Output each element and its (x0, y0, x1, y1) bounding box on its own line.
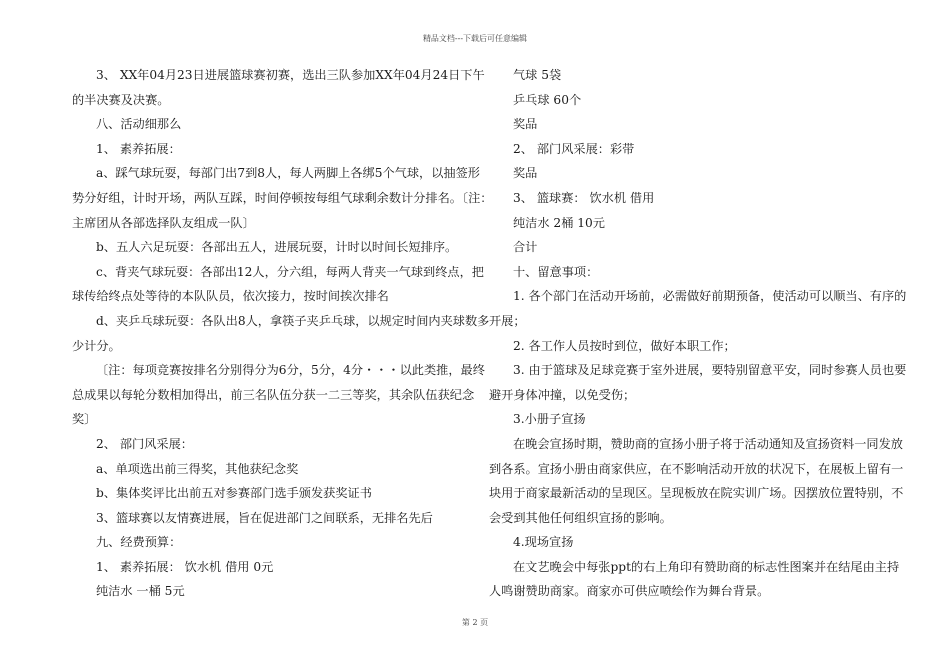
text-line: 开展； (489, 313, 526, 328)
text-line: d、夹乒乓球玩耍：各队出8人，拿筷子夹乒乓球，以规定时间内夹球数多 (96, 313, 490, 328)
text-line: 2、 部门风采展： (96, 436, 193, 451)
text-line: c、背夹气球玩耍：各部出12人，分六组，每两人背夹一气球到终点，把 (96, 264, 484, 279)
text-line: 奖品 (513, 166, 538, 181)
text-line: 3. 由于篮球及足球竞赛于室外进展，要特别留意平安，同时参赛人员也要 (513, 363, 907, 378)
text-line: 的半决赛及决赛。 (72, 92, 170, 107)
text-line: 乒乓球 60个 (513, 92, 582, 107)
text-line: 纯洁水 一桶 5元 (96, 584, 185, 599)
text-line: a、踩气球玩耍，每部门出7到8人，每人两脚上各绑5个气球，以抽签形 (96, 166, 480, 181)
text-line: b、集体奖评比出前五对参赛部门选手颁发获奖证书 (96, 486, 372, 501)
text-line: 2. 各工作人员按时到位，做好本职工作； (513, 338, 736, 353)
text-line: 人鸣谢赞助商家。商家亦可供应喷绘作为舞台背景。 (489, 584, 770, 599)
text-line: 主席团从各部选择队友组成一队〕 (72, 215, 255, 230)
text-line: 4.现场宣扬 (513, 535, 574, 550)
text-line: 1、 素养拓展： (96, 141, 181, 156)
text-line: 八、活动细那么 (96, 117, 182, 132)
text-line: 十、留意事项： (513, 264, 599, 279)
text-line: 1. 各个部门在活动开场前，必需做好前期预备，使活动可以顺当、有序的 (513, 289, 907, 304)
text-line: 奖〕 (72, 412, 97, 427)
text-line: 九、经费预算： (96, 535, 182, 550)
text-line: 会受到其他任何组织宣扬的影响。 (489, 510, 672, 525)
text-line: 1、 素养拓展： 饮水机 借用 0元 (96, 559, 274, 574)
text-line: 避开身体冲撞，以免受伤； (489, 387, 636, 402)
text-line: 奖品 (513, 117, 538, 132)
text-line: 合计 (513, 240, 538, 255)
text-line: 在文艺晚会中每张ppt的右上角印有赞助商的标志性图案并在结尾由主持 (513, 559, 900, 574)
text-line: 3、 XX年04月23日进展篮球赛初赛，选出三队参加XX年04月24日下午 (96, 68, 485, 82)
text-line: 球传给终点处等待的本队队员，依次接力，按时间挨次排名 (72, 289, 389, 304)
text-line: b、五人六足玩耍：各部出五人，进展玩耍，计时以时间长短排序。 (96, 240, 458, 255)
text-line: 少计分。 (72, 338, 121, 353)
text-line: 〔注：每项竞赛按排名分别得分为6分，5分，4分・・・以此类推，最终 (96, 363, 485, 378)
text-line: 气球 5袋 (513, 68, 562, 82)
text-line: 2、 部门风采展：彩带 (513, 141, 635, 156)
text-line: 势分好组，计时开场，两队互踩，时间停顿按每组气球剩余数计分排名。〔注： (72, 190, 493, 205)
text-line: 总成果以每轮分数相加得出，前三名队伍分获一二三等奖，其余队伍获纪念 (72, 387, 475, 402)
text-line: 纯洁水 2桶 10元 (513, 215, 605, 230)
text-line: 到各系。宣扬小册由商家供应，在不影响活动开放的状况下，在展板上留有一 (489, 461, 904, 476)
left-column (72, 63, 493, 604)
right-column (489, 63, 907, 604)
text-line: 3.小册子宣扬 (513, 412, 586, 427)
text-line: 块用于商家最新活动的呈现区。呈现板放在院实训广场。因摆放位置特别，不 (489, 486, 904, 501)
text-line: 3、 篮球赛： 饮水机 借用 (513, 190, 655, 205)
text-line: 在晚会宣扬时期，赞助商的宣扬小册子将于活动通知及宣扬资料一同发放 (513, 436, 903, 451)
text-line: a、单项选出前三得奖，其他获纪念奖 (96, 461, 299, 476)
text-line: 3、篮球赛以友情赛进展，旨在促进部门之间联系，无排名先后 (96, 510, 433, 525)
page-number: 第 2 页 (461, 618, 489, 627)
page-header: 精品文档---下载后可任意编辑 (422, 34, 528, 43)
